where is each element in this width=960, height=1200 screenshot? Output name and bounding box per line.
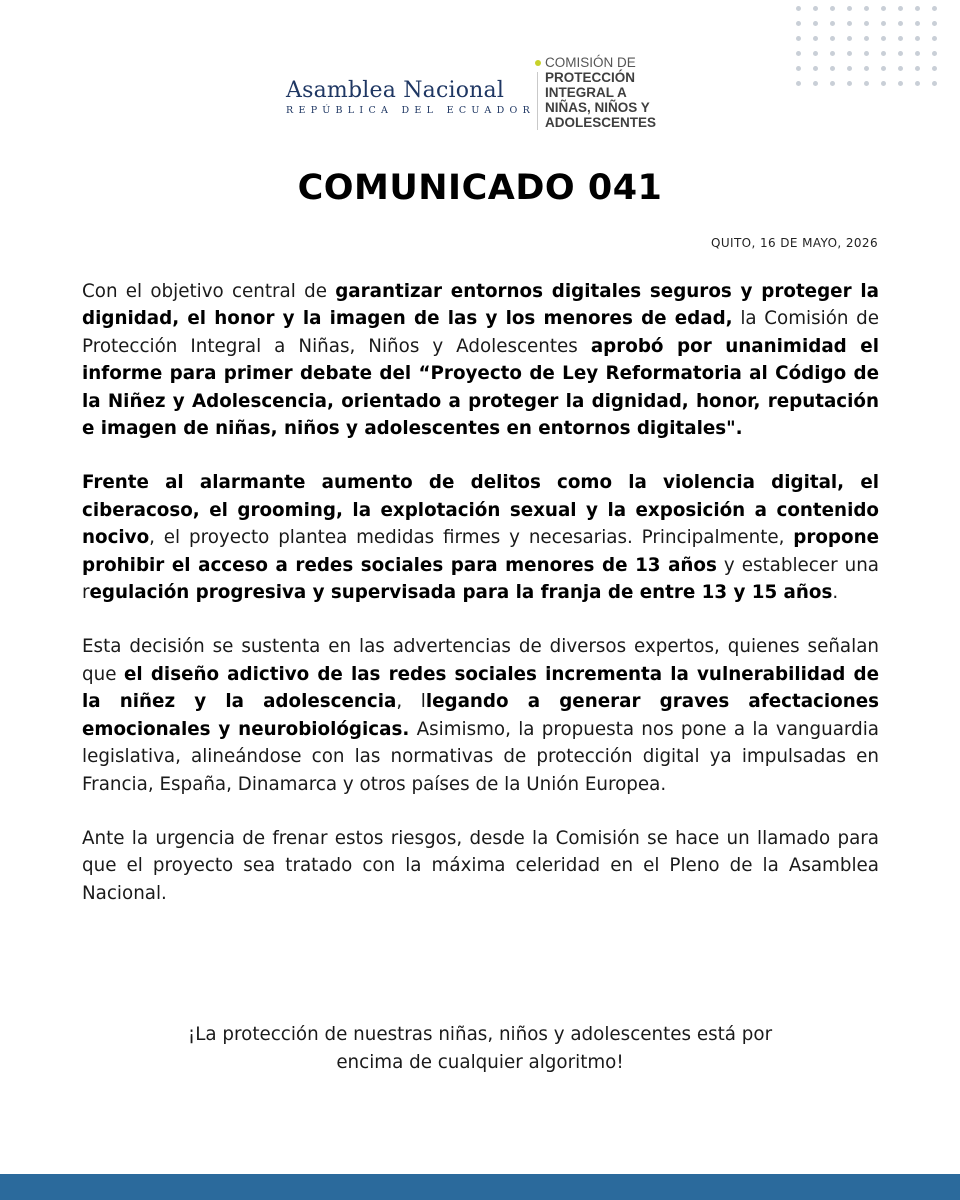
commission-logo [545, 55, 725, 130]
emphasis-text: aprobó por unanimidad el informe para primer debate del “Proyecto de Ley Reformatoria al Código de la Niñez y Adolescencia, orientado a proteger la dignidad, honor, reputación e imagen de niñas, niños y adolescentes en entornos digitales". [82, 335, 879, 440]
grid-dot [881, 36, 886, 41]
grid-dot [915, 66, 920, 71]
grid-dot [881, 6, 886, 11]
grid-dot [864, 6, 869, 11]
assembly-title: Asamblea Nacional [286, 78, 505, 103]
commission-line: PROTECCIÓN [545, 70, 636, 85]
grid-dot [813, 81, 818, 86]
grid-dot [796, 21, 801, 26]
grid-dot [881, 21, 886, 26]
grid-dot [881, 81, 886, 86]
grid-dot [830, 66, 835, 71]
grid-dot [898, 81, 903, 86]
dateline: QUITO, 16 DE MAYO, 2026 [710, 236, 878, 250]
decorative-dot-grid [796, 0, 946, 96]
grid-dot [847, 51, 852, 56]
grid-dot [932, 6, 937, 11]
body-text: la Comisión de Protección Integral a Niñas, Niños y Adolescentes [82, 308, 880, 357]
grid-dot [898, 66, 903, 71]
grid-dot [932, 66, 937, 71]
grid-dot [915, 51, 920, 56]
grid-dot [847, 81, 852, 86]
grid-dot [830, 51, 835, 56]
body-text: Esta decisión se sustenta en las advertencias de diversos expertos, quienes señalan que [82, 636, 879, 685]
grid-dot [898, 36, 903, 41]
closing-line: encima de cualquier algoritmo! [336, 1052, 624, 1073]
grid-dot [813, 36, 818, 41]
grid-dot [864, 21, 869, 26]
grid-dot [830, 21, 835, 26]
emphasis-text: propone prohibir el acceso a redes sociales para menores de 13 años [82, 527, 879, 576]
grid-dot [796, 66, 801, 71]
commission-line: ADOLESCENTES [545, 115, 657, 130]
grid-dot [796, 36, 801, 41]
grid-dot [830, 81, 835, 86]
grid-dot [813, 21, 818, 26]
grid-dot [864, 36, 869, 41]
grid-dot [881, 51, 886, 56]
assembly-subtitle: REPÚBLICA DEL ECUADOR [286, 105, 536, 116]
body-paragraph [82, 825, 879, 907]
body-text: , el proyecto plantea medidas firmes y necesarias. Principalmente, [149, 527, 794, 549]
grid-dot [898, 51, 903, 56]
grid-dot [864, 81, 869, 86]
commission-line: INTEGRAL A [545, 85, 627, 100]
grid-dot [813, 6, 818, 11]
commission-line: COMISIÓN DE [545, 55, 636, 70]
grid-dot [813, 51, 818, 56]
closing-line: ¡La protección de nuestras niñas, niños y adolescentes está por [187, 1024, 773, 1045]
grid-dot [847, 21, 852, 26]
body-paragraph [82, 469, 879, 606]
grid-dot [847, 36, 852, 41]
asamblea-nacional-logo [286, 78, 536, 116]
body-text: Ante la urgencia de frenar estos riesgos, desde la Comisión se hace un llamado para que el proyecto sea tratado con la máxima celeridad en el Pleno de la Asamblea Nacional. [82, 827, 879, 904]
grid-dot [915, 81, 920, 86]
grid-dot [898, 6, 903, 11]
logo-divider [537, 72, 538, 130]
emphasis-text: Frente al alarmante aumento de delitos como la violencia digital, el ciberacoso, el grooming, la explotación sexual y la exposición a contenido nocivo [82, 472, 879, 549]
grid-dot [864, 51, 869, 56]
grid-dot [847, 6, 852, 11]
body-paragraph [82, 278, 879, 442]
grid-dot [932, 36, 937, 41]
body-text: y establecer una r [82, 554, 880, 604]
grid-dot [796, 6, 801, 11]
body-paragraph [82, 633, 879, 797]
grid-dot [813, 66, 818, 71]
grid-dot [830, 6, 835, 11]
grid-dot [830, 36, 835, 41]
footer-bar [0, 1174, 960, 1200]
grid-dot [864, 66, 869, 71]
grid-dot [932, 81, 937, 86]
emphasis-text: el diseño adictivo de las redes sociales incrementa la vulnerabilidad de la niñez y la adolescencia [82, 663, 879, 713]
grid-dot [915, 21, 920, 26]
grid-dot [847, 66, 852, 71]
emphasis-text: garantizar entornos digitales seguros y proteger la dignidad, el honor y la imagen de las y los menores de edad, [82, 281, 879, 330]
body-text: Con el objetivo central de [82, 281, 336, 302]
grid-dot [915, 36, 920, 41]
grid-dot [932, 21, 937, 26]
grid-dot [932, 51, 937, 56]
accent-dot [535, 60, 541, 66]
commission-line: NIÑAS, NIÑOS Y [545, 100, 650, 115]
grid-dot [796, 81, 801, 86]
closing-statement [0, 1021, 960, 1077]
body-text: , l [396, 691, 426, 713]
grid-dot [796, 51, 801, 56]
grid-dot [898, 21, 903, 26]
communique-body [82, 278, 879, 934]
page-title: COMUNICADO 041 [297, 168, 663, 208]
grid-dot [915, 6, 920, 11]
emphasis-text: legando a generar graves afectaciones emocionales y neurobiológicas. [82, 691, 879, 740]
body-text: . [832, 582, 839, 604]
grid-dot [881, 66, 886, 71]
body-text: Asimismo, la propuesta nos pone a la vanguardia legislativa, alineándose con las normativas de protección digital ya impulsadas en Francia, España, Dinamarca y otros países de la Unión Europea. [82, 718, 879, 795]
emphasis-text: egulación progresiva y supervisada para la franja de entre 13 y 15 años [89, 582, 833, 604]
